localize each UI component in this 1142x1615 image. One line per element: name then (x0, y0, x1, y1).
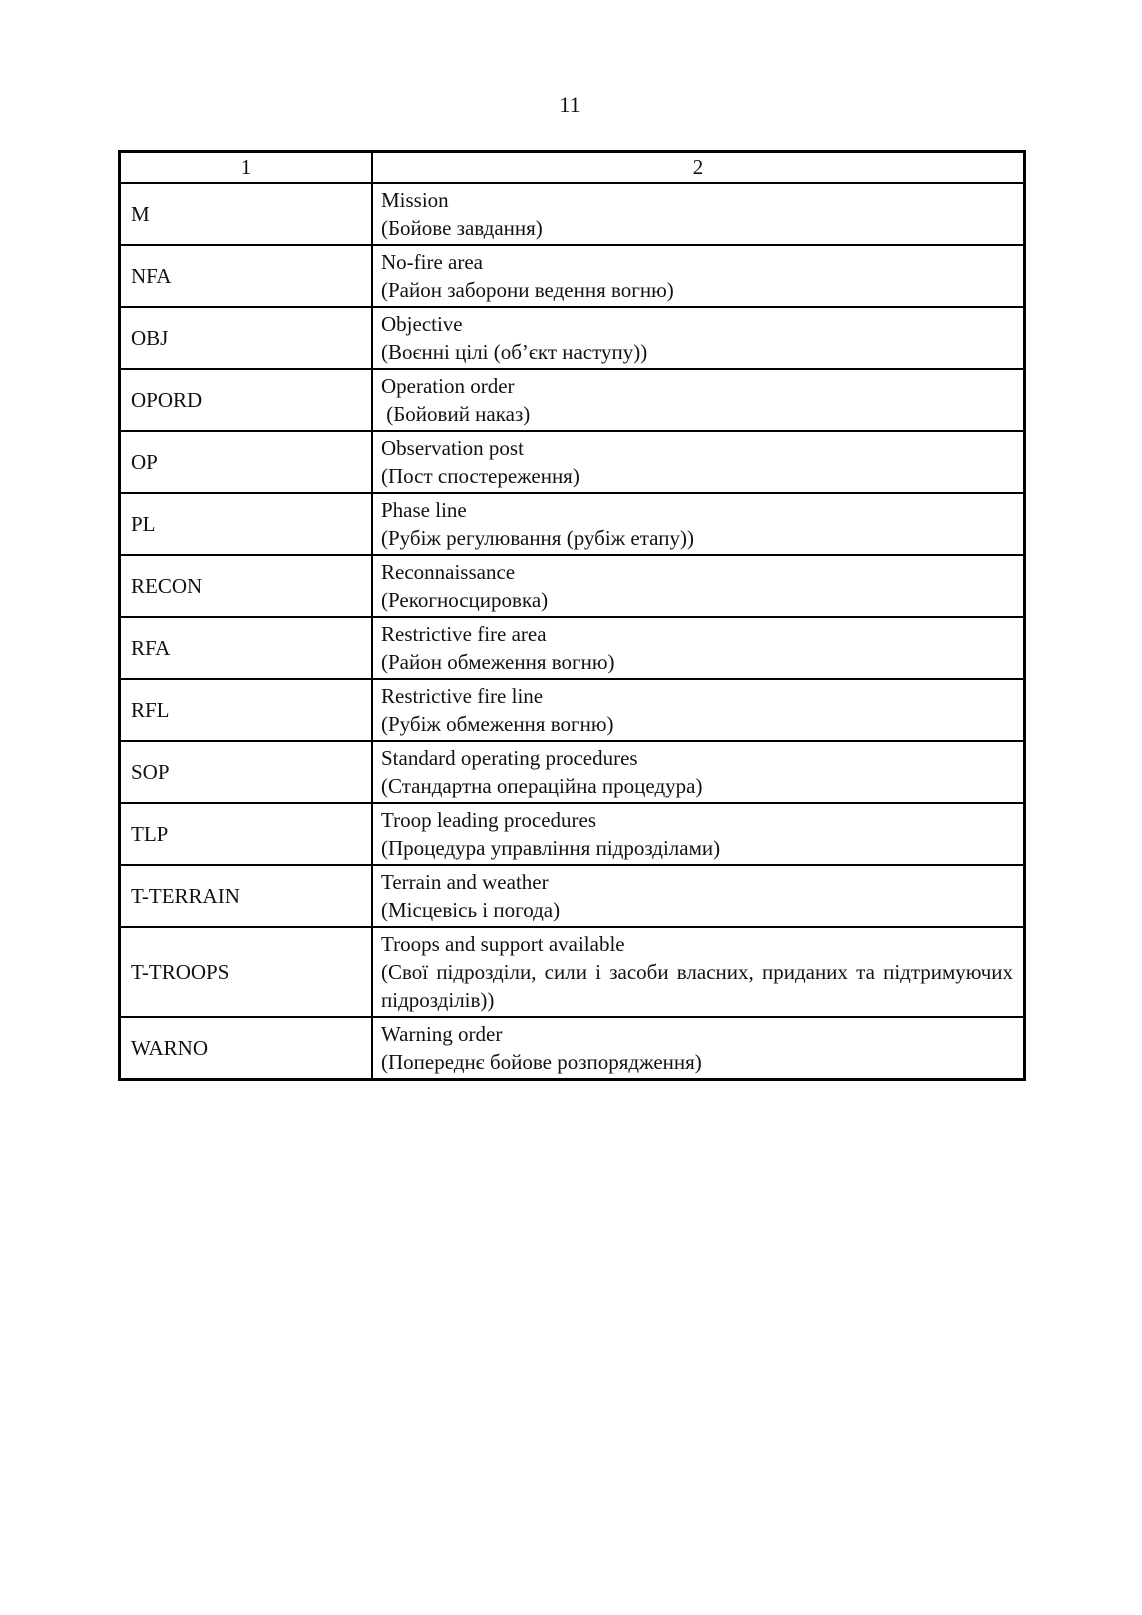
table-row (120, 617, 1025, 679)
abbreviation-cell: RECON (120, 555, 373, 617)
definition-ukrainian: (Воєнні цілі (об’єкт наступу)) (381, 340, 648, 364)
table-row (120, 741, 1025, 803)
table-row (120, 1017, 1025, 1080)
abbreviation-cell: TLP (120, 803, 373, 865)
table-row (120, 493, 1025, 555)
abbreviation-cell: OP (120, 431, 373, 493)
table-row (120, 555, 1025, 617)
abbreviations-table (118, 150, 1026, 1081)
abbreviation-cell: RFL (120, 679, 373, 741)
definition-english: Operation order (381, 374, 515, 398)
table-row (120, 369, 1025, 431)
definition-ukrainian: (Стандартна операційна процедура) (381, 774, 703, 798)
definition-cell (372, 865, 1025, 927)
definition-cell (372, 1017, 1025, 1080)
table-row (120, 927, 1025, 1017)
definition-english: Objective (381, 312, 463, 336)
abbreviation-cell: T-TROOPS (120, 927, 373, 1017)
definition-cell (372, 803, 1025, 865)
table-row (120, 431, 1025, 493)
abbreviation-cell: OBJ (120, 307, 373, 369)
definition-ukrainian: (Рекогносцировка) (381, 588, 549, 612)
definition-cell (372, 307, 1025, 369)
definition-english: Reconnaissance (381, 560, 516, 584)
definition-ukrainian: (Район заборони ведення вогню) (381, 278, 674, 302)
definition-cell (372, 493, 1025, 555)
definition-english: Standard operating procedures (381, 746, 638, 770)
abbreviation-cell: RFA (120, 617, 373, 679)
definition-ukrainian: (Місцевісь і погода) (381, 898, 561, 922)
abbreviation-cell: OPORD (120, 369, 373, 431)
definition-english: No-fire area (381, 250, 484, 274)
abbreviation-cell: SOP (120, 741, 373, 803)
definition-cell (372, 431, 1025, 493)
definition-english: Warning order (381, 1022, 503, 1046)
definition-english: Troops and support available (381, 932, 625, 956)
definition-ukrainian: (Рубіж регулювання (рубіж етапу)) (381, 526, 694, 550)
definition-english: Restrictive fire line (381, 684, 544, 708)
definition-ukrainian: (Свої підрозділи, сили і засоби власних, приданих та підтримуючих підрозділів)) (381, 960, 1019, 1012)
definition-english: Mission (381, 188, 449, 212)
abbreviation-cell: NFA (120, 245, 373, 307)
definition-english: Phase line (381, 498, 467, 522)
table-body (120, 183, 1025, 1080)
definition-english: Terrain and weather (381, 870, 549, 894)
definition-cell (372, 245, 1025, 307)
abbreviation-cell: PL (120, 493, 373, 555)
table-header-row (120, 152, 1025, 184)
definition-english: Restrictive fire area (381, 622, 547, 646)
definition-cell (372, 183, 1025, 245)
definition-ukrainian: (Процедура управління підрозділами) (381, 836, 721, 860)
definition-cell (372, 555, 1025, 617)
table-row (120, 183, 1025, 245)
abbreviation-cell: M (120, 183, 373, 245)
definition-english: Troop leading procedures (381, 808, 597, 832)
table-row (120, 803, 1025, 865)
table-row (120, 679, 1025, 741)
table-header (120, 152, 1025, 184)
definition-ukrainian: (Рубіж обмеження вогню) (381, 712, 614, 736)
definition-ukrainian: (Пост спостереження) (381, 464, 580, 488)
definition-ukrainian: (Бойове завдання) (381, 216, 543, 240)
definition-cell (372, 679, 1025, 741)
definition-cell (372, 617, 1025, 679)
definition-ukrainian: (Попереднє бойове розпорядження) (381, 1050, 702, 1074)
table-row (120, 865, 1025, 927)
column-header-1: 1 (120, 152, 373, 184)
definition-ukrainian: (Район обмеження вогню) (381, 650, 615, 674)
page-number: 11 (559, 92, 581, 117)
table-row (120, 245, 1025, 307)
definition-english: Observation post (381, 436, 524, 460)
abbreviation-cell: T-TERRAIN (120, 865, 373, 927)
column-header-2: 2 (372, 152, 1025, 184)
definition-cell (372, 369, 1025, 431)
definition-cell (372, 741, 1025, 803)
definition-cell (372, 927, 1025, 1017)
table-row (120, 307, 1025, 369)
abbreviation-cell: WARNO (120, 1017, 373, 1080)
definition-ukrainian: (Бойовий наказ) (381, 402, 531, 426)
